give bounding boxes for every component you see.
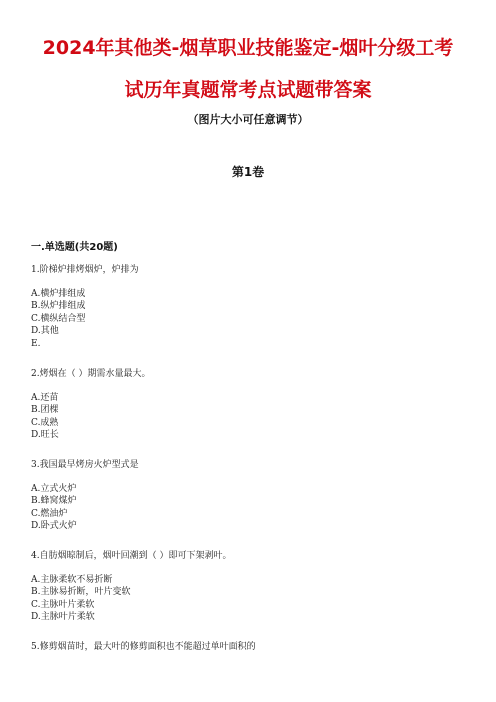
answer-option: C.成熟 bbox=[31, 417, 59, 428]
answer-option: A.立式火炉 bbox=[31, 483, 77, 494]
answer-option: A.横炉排组成 bbox=[31, 288, 86, 299]
document-subtitle: （图片大小可任意调节） bbox=[187, 113, 309, 126]
answer-option: C.燃油炉 bbox=[31, 508, 68, 519]
answer-option: B.团棵 bbox=[31, 405, 59, 415]
answer-option: D.其他 bbox=[31, 326, 59, 336]
answer-option: B.蜂窝煤炉 bbox=[31, 496, 77, 506]
question-stem: 5.修剪烟苗时，最大叶的修剪面积也不能超过单叶面积的 bbox=[31, 642, 256, 652]
answer-option: D.卧式火炉 bbox=[31, 521, 77, 531]
question-4 bbox=[31, 550, 231, 624]
answer-option: C.主脉叶片柔软 bbox=[31, 599, 95, 610]
answer-option: B.主脉易折断，叶片变软 bbox=[31, 587, 131, 597]
question-stem: 2.烤烟在（ ）期需水量最大。 bbox=[31, 369, 151, 379]
answer-option: B.纵炉排组成 bbox=[31, 301, 86, 311]
document-title-line-1: 2024年其他类-烟草职业技能鉴定-烟叶分级工考 bbox=[42, 37, 454, 59]
answer-option: E. bbox=[31, 338, 41, 349]
question-2 bbox=[31, 368, 150, 442]
question-3 bbox=[31, 459, 139, 533]
volume-label: 第1卷 bbox=[231, 165, 265, 179]
question-stem: 1.阶梯炉排烤烟炉，炉排为 bbox=[31, 265, 139, 275]
answer-option: D.旺长 bbox=[31, 430, 59, 440]
document-title-line-2: 试历年真题常考点试题带答案 bbox=[124, 79, 372, 101]
answer-option: A.主脉柔软不易折断 bbox=[31, 574, 113, 585]
section-title: 一.单选题(共20题) bbox=[31, 242, 118, 253]
question-stem: 3.我国最早烤房火炉型式是 bbox=[31, 460, 139, 470]
answer-option: D.主脉叶片柔软 bbox=[31, 612, 95, 622]
answer-option: C.横纵结合型 bbox=[31, 313, 86, 324]
question-stem: 4.自肪烟晾制后，烟叶回潮到（ ）即可下架剥叶。 bbox=[31, 551, 232, 561]
answer-option: A.还苗 bbox=[31, 392, 59, 403]
question-5 bbox=[31, 641, 256, 665]
question-1 bbox=[31, 264, 139, 350]
